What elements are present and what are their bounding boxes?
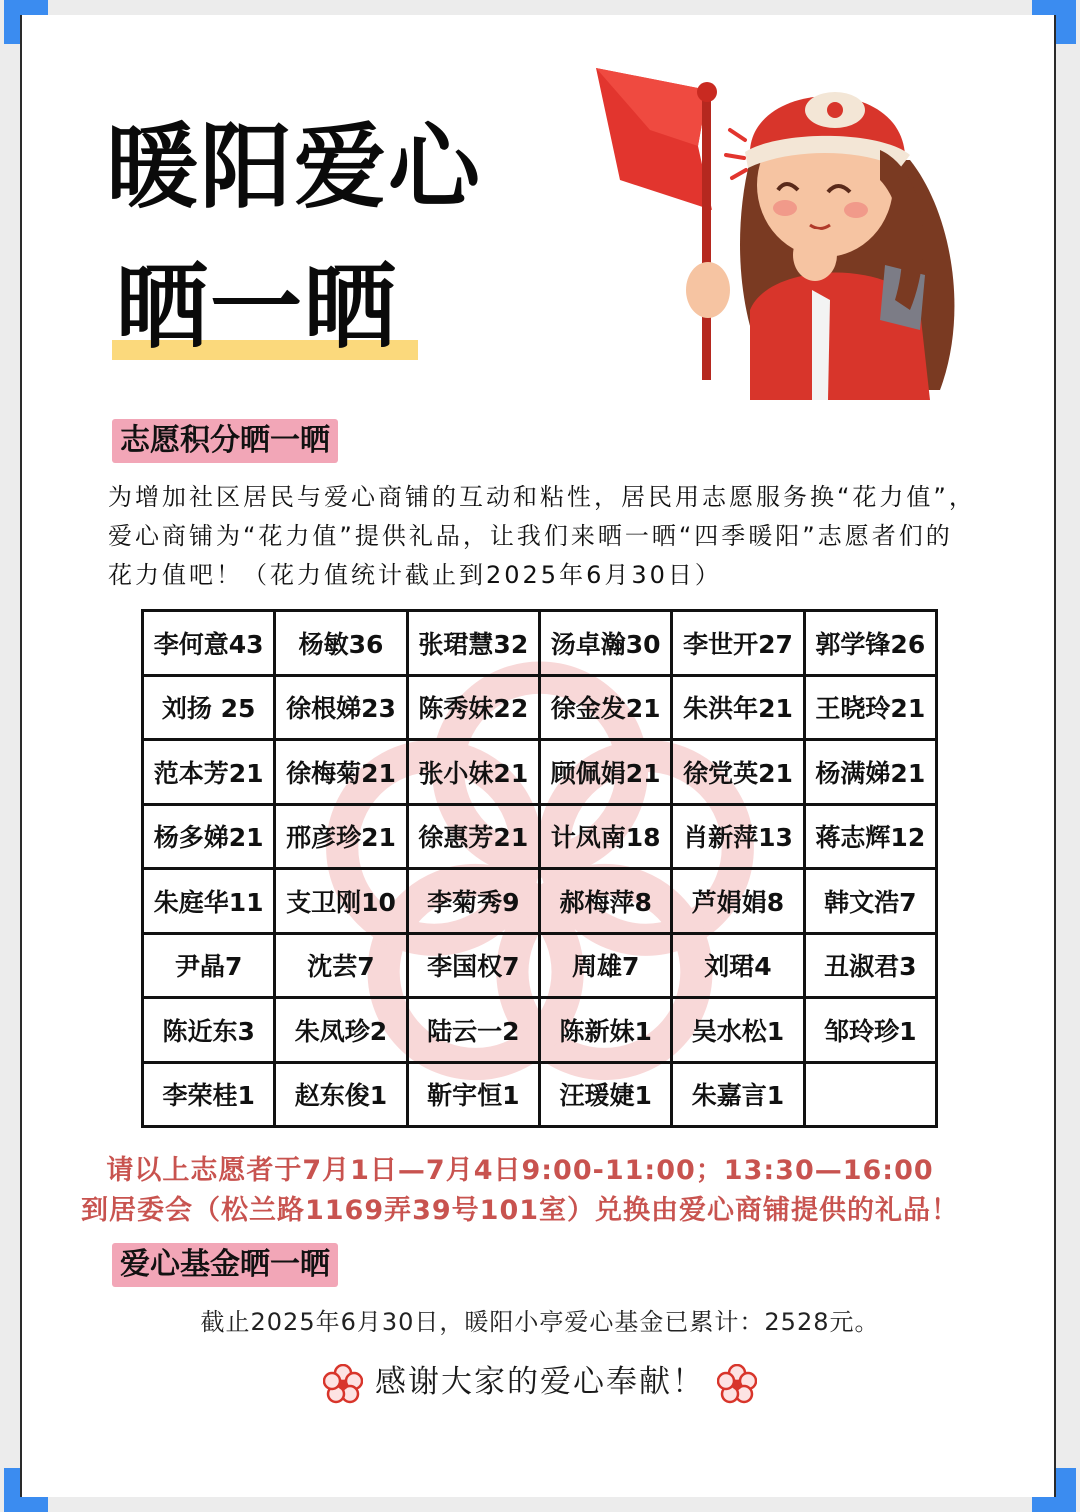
table-row: [143, 675, 937, 740]
table-cell: 李荣桂1: [143, 1062, 275, 1127]
table-cell: 汪瑗婕1: [539, 1062, 671, 1127]
table-cell: 丑淑君3: [804, 933, 936, 998]
table-cell: 刘珺4: [672, 933, 804, 998]
table-cell: 杨多娣21: [143, 804, 275, 869]
intro-paragraph: 为增加社区居民与爱心商铺的互动和粘性，居民用志愿服务换“花力值”，爱心商铺为“花力值”提供礼品，让我们来晒一晒“四季暖阳”志愿者们的花力值吧！（花力值统计截止到2025年6月30日）: [108, 483, 976, 589]
table-cell: 沈芸7: [275, 933, 407, 998]
table-cell: 李何意43: [143, 611, 275, 676]
table-cell: 顾佩娟21: [539, 740, 671, 805]
table-cell: 李国权7: [407, 933, 539, 998]
table-cell: 朱凤珍2: [275, 998, 407, 1063]
table-row: [143, 869, 937, 934]
flower-icon: [717, 1364, 757, 1404]
table-cell: 郝梅萍8: [539, 869, 671, 934]
table-cell: 芦娟娟8: [672, 869, 804, 934]
table-cell: 朱洪年21: [672, 675, 804, 740]
page-subtitle: 晒一晒: [116, 254, 399, 361]
page-title: 暖阳爱心: [106, 114, 483, 221]
table-cell: 蒋志辉12: [804, 804, 936, 869]
table-cell: 陈秀妹22: [407, 675, 539, 740]
table-cell: 李世开27: [672, 611, 804, 676]
redeem-notice-location: 到居委会（松兰路1169弄39号101室）兑换由爱心商铺提供的礼品！: [80, 1195, 960, 1226]
table-cell: 刘扬 25: [143, 675, 275, 740]
table-cell: 邹玲珍1: [804, 998, 936, 1063]
thanks-line: [0, 1360, 1080, 1404]
redeem-notice-time: 请以上志愿者于7月1日—7月4日9:00-11:00；13:30—16:00: [106, 1155, 934, 1186]
table-cell: 范本芳21: [143, 740, 275, 805]
table-cell: 周雄7: [539, 933, 671, 998]
table-cell: 赵东俊1: [275, 1062, 407, 1127]
table-cell: 杨满娣21: [804, 740, 936, 805]
table-cell: 陈近东3: [143, 998, 275, 1063]
table-cell: 张小妹21: [407, 740, 539, 805]
table-row: [143, 933, 937, 998]
flower-icon: [323, 1364, 363, 1404]
table-row: [143, 611, 937, 676]
fund-total-text: 截止2025年6月30日，暖阳小亭爱心基金已累计：2528元。: [200, 1308, 880, 1336]
table-cell: 徐根娣23: [275, 675, 407, 740]
table-cell: 朱庭华11: [143, 869, 275, 934]
table-cell: 张珺慧32: [407, 611, 539, 676]
table-cell: 吴水松1: [672, 998, 804, 1063]
table-cell: 韩文浩7: [804, 869, 936, 934]
table-cell: 徐梅菊21: [275, 740, 407, 805]
table-cell: 杨敏36: [275, 611, 407, 676]
table-cell: 计凤南18: [539, 804, 671, 869]
table-cell: 王晓玲21: [804, 675, 936, 740]
volunteer-girl-with-flag-illustration: [580, 60, 980, 410]
table-cell: 徐金发21: [539, 675, 671, 740]
table-row: [143, 1062, 937, 1127]
table-cell: 陆云一2: [407, 998, 539, 1063]
volunteer-points-table: [141, 609, 938, 1128]
table-cell: 邢彦珍21: [275, 804, 407, 869]
table-cell: 汤卓瀚30: [539, 611, 671, 676]
table-cell: 朱嘉言1: [672, 1062, 804, 1127]
table-row: [143, 998, 937, 1063]
table-cell: 郭学锋26: [804, 611, 936, 676]
table-cell: 支卫刚10: [275, 869, 407, 934]
thanks-text: 感谢大家的爱心奉献！: [375, 1364, 705, 1400]
volunteer-points-badge: 志愿积分晒一晒: [112, 419, 338, 463]
table-cell: 李菊秀9: [407, 869, 539, 934]
table-cell: 尹晶7: [143, 933, 275, 998]
table-row: [143, 740, 937, 805]
table-row: [143, 804, 937, 869]
table-cell: 肖新萍13: [672, 804, 804, 869]
table-cell: 徐党英21: [672, 740, 804, 805]
charity-fund-badge: 爱心基金晒一晒: [112, 1243, 338, 1287]
table-cell: [804, 1062, 936, 1127]
table-cell: 徐惠芳21: [407, 804, 539, 869]
table-cell: 陈新妹1: [539, 998, 671, 1063]
table-cell: 靳宇恒1: [407, 1062, 539, 1127]
